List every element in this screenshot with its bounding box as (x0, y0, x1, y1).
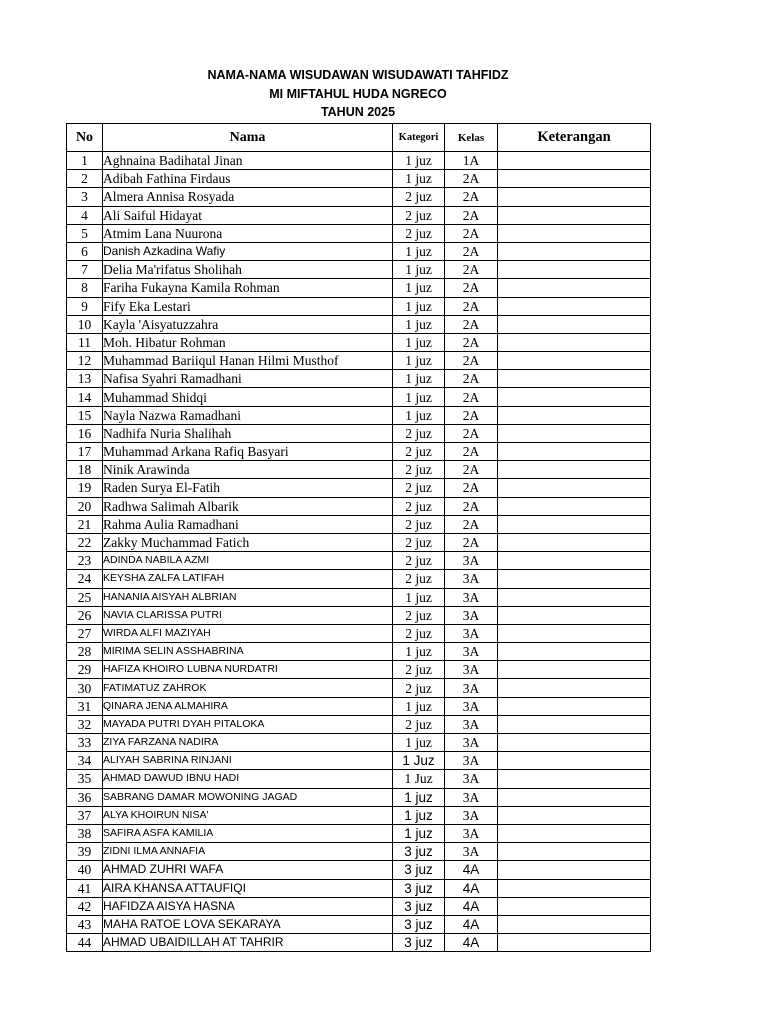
row-number: 33 (67, 734, 103, 752)
table-header-row (67, 124, 651, 152)
row-number: 11 (67, 333, 103, 351)
title-line-1: NAMA-NAMA WISUDAWAN WISUDAWATI TAHFIDZ (207, 68, 509, 82)
student-keterangan (498, 479, 651, 497)
student-kategori: 2 juz (393, 479, 445, 497)
table-row (67, 497, 651, 515)
row-number: 20 (67, 497, 103, 515)
student-kategori: 1 juz (393, 588, 445, 606)
student-kategori: 3 juz (393, 897, 445, 915)
student-name: Almera Annisa Rosyada (103, 188, 393, 206)
student-name: ALIYAH SABRINA RINJANI (103, 752, 393, 770)
table-row (67, 806, 651, 824)
student-kelas: 2A (445, 224, 498, 242)
student-name: ZIDNI ILMA ANNAFIA (103, 843, 393, 861)
student-name: HANANIA AISYAH ALBRIAN (103, 588, 393, 606)
student-kelas: 2A (445, 388, 498, 406)
student-kategori: 3 juz (393, 843, 445, 861)
table-row (67, 188, 651, 206)
table-row (67, 297, 651, 315)
student-name: Ali Saiful Hidayat (103, 206, 393, 224)
student-name: AHMAD DAWUD IBNU HADI (103, 770, 393, 788)
row-number: 32 (67, 715, 103, 733)
row-number: 5 (67, 224, 103, 242)
student-kelas: 3A (445, 661, 498, 679)
row-number: 8 (67, 279, 103, 297)
student-kelas: 2A (445, 188, 498, 206)
student-keterangan (498, 679, 651, 697)
table-row (67, 152, 651, 170)
row-number: 16 (67, 424, 103, 442)
student-kelas: 2A (445, 261, 498, 279)
student-kategori: 2 juz (393, 715, 445, 733)
student-keterangan (498, 297, 651, 315)
student-keterangan (498, 915, 651, 933)
row-number: 39 (67, 843, 103, 861)
student-name: Zakky Muchammad Fatich (103, 533, 393, 551)
student-name: AHMAD UBAIDILLAH AT TAHRIR (103, 934, 393, 952)
student-kelas: 3A (445, 679, 498, 697)
student-kelas: 2A (445, 406, 498, 424)
student-kelas: 3A (445, 843, 498, 861)
table-row (67, 479, 651, 497)
student-keterangan (498, 170, 651, 188)
table-row (67, 752, 651, 770)
student-name: Nadhifa Nuria Shalihah (103, 424, 393, 442)
student-kelas: 2A (445, 206, 498, 224)
table-row (67, 533, 651, 551)
row-number: 40 (67, 861, 103, 879)
row-number: 15 (67, 406, 103, 424)
student-kategori: 1 juz (393, 279, 445, 297)
row-number: 21 (67, 515, 103, 533)
row-number: 18 (67, 461, 103, 479)
row-number: 31 (67, 697, 103, 715)
table-row (67, 788, 651, 806)
student-kelas: 2A (445, 170, 498, 188)
student-kategori: 1 juz (393, 370, 445, 388)
student-keterangan (498, 152, 651, 170)
student-name: Danish Azkadina Wafiy (103, 242, 393, 260)
student-kelas: 3A (445, 715, 498, 733)
student-kategori: 1 juz (393, 824, 445, 842)
student-kelas: 2A (445, 479, 498, 497)
student-keterangan (498, 770, 651, 788)
student-kelas: 2A (445, 370, 498, 388)
student-kategori: 1 juz (393, 315, 445, 333)
student-name: Muhammad Bariiqul Hanan Hilmi Musthof (103, 352, 393, 370)
table-row (67, 770, 651, 788)
student-keterangan (498, 624, 651, 642)
student-name: Moh. Hibatur Rohman (103, 333, 393, 351)
student-kelas: 2A (445, 333, 498, 351)
table-row (67, 370, 651, 388)
student-kelas: 2A (445, 424, 498, 442)
student-kelas: 3A (445, 624, 498, 642)
row-number: 41 (67, 879, 103, 897)
student-kelas: 2A (445, 297, 498, 315)
student-kelas: 2A (445, 515, 498, 533)
row-number: 29 (67, 661, 103, 679)
student-keterangan (498, 570, 651, 588)
student-name: Muhammad Shidqi (103, 388, 393, 406)
table-row (67, 679, 651, 697)
student-keterangan (498, 242, 651, 260)
table-row (67, 606, 651, 624)
table-row (67, 352, 651, 370)
table-body (67, 152, 651, 952)
student-kelas: 3A (445, 824, 498, 842)
student-kelas: 2A (445, 497, 498, 515)
title-line-3: TAHUN 2025 (320, 105, 396, 119)
student-name: WIRDA ALFI MAZIYAH (103, 624, 393, 642)
table-row (67, 824, 651, 842)
student-keterangan (498, 279, 651, 297)
student-kategori: 1 juz (393, 242, 445, 260)
student-keterangan (498, 588, 651, 606)
student-kelas: 3A (445, 588, 498, 606)
table-row (67, 588, 651, 606)
student-keterangan (498, 715, 651, 733)
row-number: 10 (67, 315, 103, 333)
student-keterangan (498, 661, 651, 679)
table-row (67, 570, 651, 588)
row-number: 27 (67, 624, 103, 642)
student-kategori: 1 juz (393, 261, 445, 279)
student-kategori: 1 juz (393, 643, 445, 661)
student-keterangan (498, 806, 651, 824)
row-number: 14 (67, 388, 103, 406)
student-keterangan (498, 824, 651, 842)
row-number: 35 (67, 770, 103, 788)
table-row (67, 515, 651, 533)
student-kategori: 2 juz (393, 679, 445, 697)
student-keterangan (498, 533, 651, 551)
student-kelas: 3A (445, 570, 498, 588)
row-number: 37 (67, 806, 103, 824)
table-row (67, 897, 651, 915)
student-name: ALYA KHOIRUN NISA' (103, 806, 393, 824)
student-keterangan (498, 606, 651, 624)
student-keterangan (498, 224, 651, 242)
student-kategori: 1 juz (393, 406, 445, 424)
table-row (67, 206, 651, 224)
row-number: 22 (67, 533, 103, 551)
student-kategori: 2 juz (393, 443, 445, 461)
student-kelas: 4A (445, 879, 498, 897)
row-number: 9 (67, 297, 103, 315)
student-kategori: 2 juz (393, 188, 445, 206)
student-name: Radhwa Salimah Albarik (103, 497, 393, 515)
student-keterangan (498, 424, 651, 442)
student-kelas: 3A (445, 697, 498, 715)
student-keterangan (498, 879, 651, 897)
table-row (67, 934, 651, 952)
student-keterangan (498, 188, 651, 206)
student-kelas: 4A (445, 897, 498, 915)
student-name: Nayla Nazwa Ramadhani (103, 406, 393, 424)
row-number: 4 (67, 206, 103, 224)
table-row (67, 552, 651, 570)
student-kategori: 2 juz (393, 224, 445, 242)
table-row (67, 734, 651, 752)
table-row (67, 424, 651, 442)
student-name: Aghnaina Badihatal Jinan (103, 152, 393, 170)
student-keterangan (498, 934, 651, 952)
student-kelas: 3A (445, 643, 498, 661)
student-name: HAFIDZA AISYA HASNA (103, 897, 393, 915)
row-number: 7 (67, 261, 103, 279)
student-keterangan (498, 315, 651, 333)
table-row (67, 861, 651, 879)
student-kategori: 1 juz (393, 352, 445, 370)
row-number: 28 (67, 643, 103, 661)
student-name: Adibah Fathina Firdaus (103, 170, 393, 188)
row-number: 36 (67, 788, 103, 806)
student-kelas: 3A (445, 806, 498, 824)
student-keterangan (498, 515, 651, 533)
student-kelas: 2A (445, 352, 498, 370)
student-kategori: 2 juz (393, 533, 445, 551)
table-row (67, 624, 651, 642)
student-kelas: 4A (445, 915, 498, 933)
student-keterangan (498, 697, 651, 715)
student-keterangan (498, 861, 651, 879)
student-kategori: 1 juz (393, 806, 445, 824)
student-kelas: 3A (445, 788, 498, 806)
row-number: 6 (67, 242, 103, 260)
student-name: Fariha Fukayna Kamila Rohman (103, 279, 393, 297)
student-kelas: 3A (445, 552, 498, 570)
student-keterangan (498, 788, 651, 806)
student-name: HAFIZA KHOIRO LUBNA NURDATRI (103, 661, 393, 679)
student-kategori: 1 juz (393, 170, 445, 188)
student-kategori: 2 juz (393, 624, 445, 642)
student-kelas: 1A (445, 152, 498, 170)
student-kategori: 2 juz (393, 424, 445, 442)
student-keterangan (498, 370, 651, 388)
student-kelas: 4A (445, 861, 498, 879)
student-keterangan (498, 552, 651, 570)
student-name: ZIYA FARZANA NADIRA (103, 734, 393, 752)
student-name: Ninik Arawinda (103, 461, 393, 479)
student-name: SAFIRA ASFA KAMILIA (103, 824, 393, 842)
student-name: MAHA RATOE LOVA SEKARAYA (103, 915, 393, 933)
student-name: QINARA JENA ALMAHIRA (103, 697, 393, 715)
student-kategori: 1 juz (393, 788, 445, 806)
document-title (0, 66, 716, 122)
student-kategori: 1 juz (393, 333, 445, 351)
student-kelas: 4A (445, 934, 498, 952)
student-name: Rahma Aulia Ramadhani (103, 515, 393, 533)
table-row (67, 406, 651, 424)
student-name: ADINDA NABILA AZMI (103, 552, 393, 570)
row-number: 2 (67, 170, 103, 188)
student-keterangan (498, 843, 651, 861)
student-keterangan (498, 734, 651, 752)
row-number: 42 (67, 897, 103, 915)
student-kategori: 1 Juz (393, 752, 445, 770)
student-keterangan (498, 333, 651, 351)
student-kategori: 2 juz (393, 515, 445, 533)
student-kelas: 3A (445, 770, 498, 788)
table-row (67, 279, 651, 297)
student-kategori: 3 juz (393, 915, 445, 933)
student-kategori: 2 juz (393, 570, 445, 588)
student-kategori: 1 juz (393, 734, 445, 752)
student-name: Fify Eka Lestari (103, 297, 393, 315)
student-name: MIRIMA SELIN ASSHABRINA (103, 643, 393, 661)
header-nama: Nama (103, 124, 393, 152)
row-number: 30 (67, 679, 103, 697)
header-keterangan: Keterangan (498, 124, 651, 152)
table-row (67, 261, 651, 279)
table-row (67, 443, 651, 461)
row-number: 13 (67, 370, 103, 388)
student-kelas: 3A (445, 606, 498, 624)
student-kategori: 3 juz (393, 934, 445, 952)
row-number: 38 (67, 824, 103, 842)
row-number: 24 (67, 570, 103, 588)
student-kategori: 3 juz (393, 879, 445, 897)
student-name: Delia Ma'rifatus Sholihah (103, 261, 393, 279)
row-number: 1 (67, 152, 103, 170)
student-keterangan (498, 897, 651, 915)
student-kategori: 1 Juz (393, 770, 445, 788)
table-row (67, 224, 651, 242)
table-row (67, 170, 651, 188)
student-keterangan (498, 443, 651, 461)
row-number: 43 (67, 915, 103, 933)
row-number: 19 (67, 479, 103, 497)
student-name: Kayla 'Aisyatuzzahra (103, 315, 393, 333)
row-number: 12 (67, 352, 103, 370)
table-row (67, 879, 651, 897)
table-row (67, 661, 651, 679)
student-keterangan (498, 643, 651, 661)
table-row (67, 315, 651, 333)
student-kategori: 2 juz (393, 606, 445, 624)
student-kelas: 2A (445, 461, 498, 479)
student-name: Raden Surya El-Fatih (103, 479, 393, 497)
student-name: Muhammad Arkana Rafiq Basyari (103, 443, 393, 461)
student-kategori: 2 juz (393, 461, 445, 479)
title-line-2: MI MIFTAHUL HUDA NGRECO (269, 86, 447, 101)
row-number: 26 (67, 606, 103, 624)
table-row (67, 843, 651, 861)
student-name: KEYSHA ZALFA LATIFAH (103, 570, 393, 588)
table-row (67, 643, 651, 661)
student-kategori: 2 juz (393, 497, 445, 515)
student-keterangan (498, 352, 651, 370)
student-name: FATIMATUZ ZAHROK (103, 679, 393, 697)
student-kategori: 2 juz (393, 552, 445, 570)
row-number: 23 (67, 552, 103, 570)
student-kelas: 2A (445, 315, 498, 333)
student-keterangan (498, 461, 651, 479)
student-name: MAYADA PUTRI DYAH PITALOKA (103, 715, 393, 733)
table-row (67, 333, 651, 351)
table-row (67, 388, 651, 406)
header-no: No (67, 124, 103, 152)
table-row (67, 461, 651, 479)
graduates-table (66, 123, 651, 952)
student-kategori: 1 juz (393, 152, 445, 170)
student-keterangan (498, 388, 651, 406)
student-name: Atmim Lana Nuurona (103, 224, 393, 242)
student-name: Nafisa Syahri Ramadhani (103, 370, 393, 388)
student-kelas: 3A (445, 752, 498, 770)
header-kategori: Kategori (393, 124, 445, 152)
student-keterangan (498, 261, 651, 279)
table-row (67, 242, 651, 260)
student-kategori: 1 juz (393, 697, 445, 715)
row-number: 17 (67, 443, 103, 461)
student-kelas: 2A (445, 443, 498, 461)
table-row (67, 915, 651, 933)
row-number: 34 (67, 752, 103, 770)
student-kategori: 1 juz (393, 388, 445, 406)
row-number: 44 (67, 934, 103, 952)
student-keterangan (498, 206, 651, 224)
student-kategori: 2 juz (393, 206, 445, 224)
student-kategori: 3 juz (393, 861, 445, 879)
row-number: 25 (67, 588, 103, 606)
table-row (67, 715, 651, 733)
student-name: AHMAD ZUHRI WAFA (103, 861, 393, 879)
student-keterangan (498, 497, 651, 515)
student-name: AIRA KHANSA ATTAUFIQI (103, 879, 393, 897)
student-kelas: 3A (445, 734, 498, 752)
student-keterangan (498, 406, 651, 424)
student-kelas: 2A (445, 279, 498, 297)
header-kelas: Kelas (445, 124, 498, 152)
student-kelas: 2A (445, 242, 498, 260)
student-kelas: 2A (445, 533, 498, 551)
student-name: SABRANG DAMAR MOWONING JAGAD (103, 788, 393, 806)
table-row (67, 697, 651, 715)
student-name: NAVIA CLARISSA PUTRI (103, 606, 393, 624)
student-kategori: 1 juz (393, 297, 445, 315)
student-kategori: 2 juz (393, 661, 445, 679)
row-number: 3 (67, 188, 103, 206)
student-keterangan (498, 752, 651, 770)
